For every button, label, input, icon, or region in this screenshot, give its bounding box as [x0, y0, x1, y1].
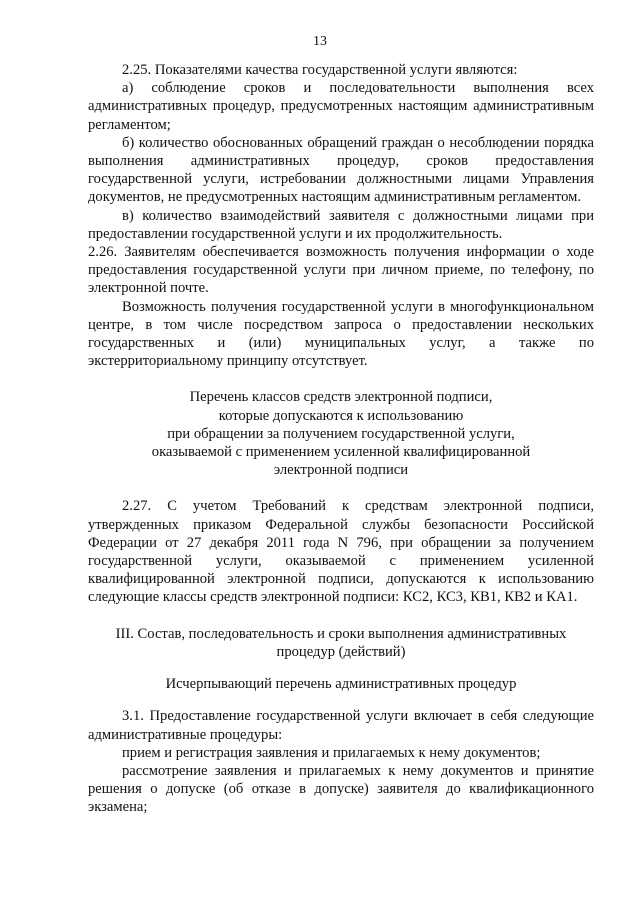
heading-line: Перечень классов средств электронной подписи, [189, 389, 493, 406]
heading-line: III. Состав, последовательность и сроки выполнения административных [115, 625, 567, 642]
paragraph-2-25: 2.25. Показателями качества государственной услуги являются: [122, 62, 518, 78]
paragraph-2-25-a: а) соблюдение сроков и последовательности выполнения всех административных процедур, предусмотренных настоящим административным регламентом; [88, 80, 594, 133]
paragraph-2-27: 2.27. С учетом Требований к средствам электронной подписи, утвержденных приказом Федеральной службы безопасности Российской Федерации от 27 декабря 2011 года N 796, при обращении за получением государственной услуги, оказываемой с применением усиленной квалифицированной электронной подписи, допускаются к использованию следующие классы средств электронной подписи: КС2, КС3, КВ1, КВ2 и КА1. [88, 498, 594, 606]
page-number: 13 [313, 34, 327, 49]
paragraph-3-1: 3.1. Предоставление государственной услуги включает в себя следующие административные процедуры: [88, 708, 594, 743]
heading-line: оказываемой с применением усиленной квалифицированной [151, 444, 531, 461]
heading-line: при обращении за получением государственной услуги, [167, 425, 515, 442]
paragraph-2-26-b: Возможность получения государственной услуги в многофункциональном центре, в том числе посредством запроса о предоставлении нескольких государственных и (или) муниципальных услуг, а также по экстерриториальному принципу отсутствует. [88, 298, 594, 370]
heading-section-3 [88, 625, 594, 661]
paragraph-2-25-b: б) количество обоснованных обращений граждан о несоблюдении порядка выполнения административных процедур, сроков предоставления государственной услуги, истребовании должностными лицами Управления документов, не предусмотренных настоящим административным регламентом. [88, 134, 594, 206]
paragraph-3-1-b: рассмотрение заявления и прилагаемых к нему документов и принятие решения о допуске (об отказе в допуске) заявителя до квалификационного экзамена; [88, 762, 594, 816]
paragraph-2-26: 2.26. Заявителям обеспечивается возможность получения информации о ходе предоставления государственной услуги при личном приеме, по телефону, по электронной почте. [88, 244, 594, 297]
paragraph-3-1-a: прием и регистрация заявления и прилагаемых к нему документов; [122, 744, 541, 761]
document-body [88, 61, 594, 817]
heading-signature-classes [88, 388, 594, 479]
heading-line: процедур (действий) [276, 643, 406, 660]
paragraph-2-25-v: в) количество взаимодействий заявителя с должностными лицами при предоставлении государственной услуги и их продолжительность. [88, 207, 594, 242]
heading-line: электронной подписи [273, 462, 409, 479]
heading-line: которые допускаются к использованию [218, 407, 464, 424]
heading-procedures-list: Исчерпывающий перечень административных процедур [165, 676, 517, 693]
